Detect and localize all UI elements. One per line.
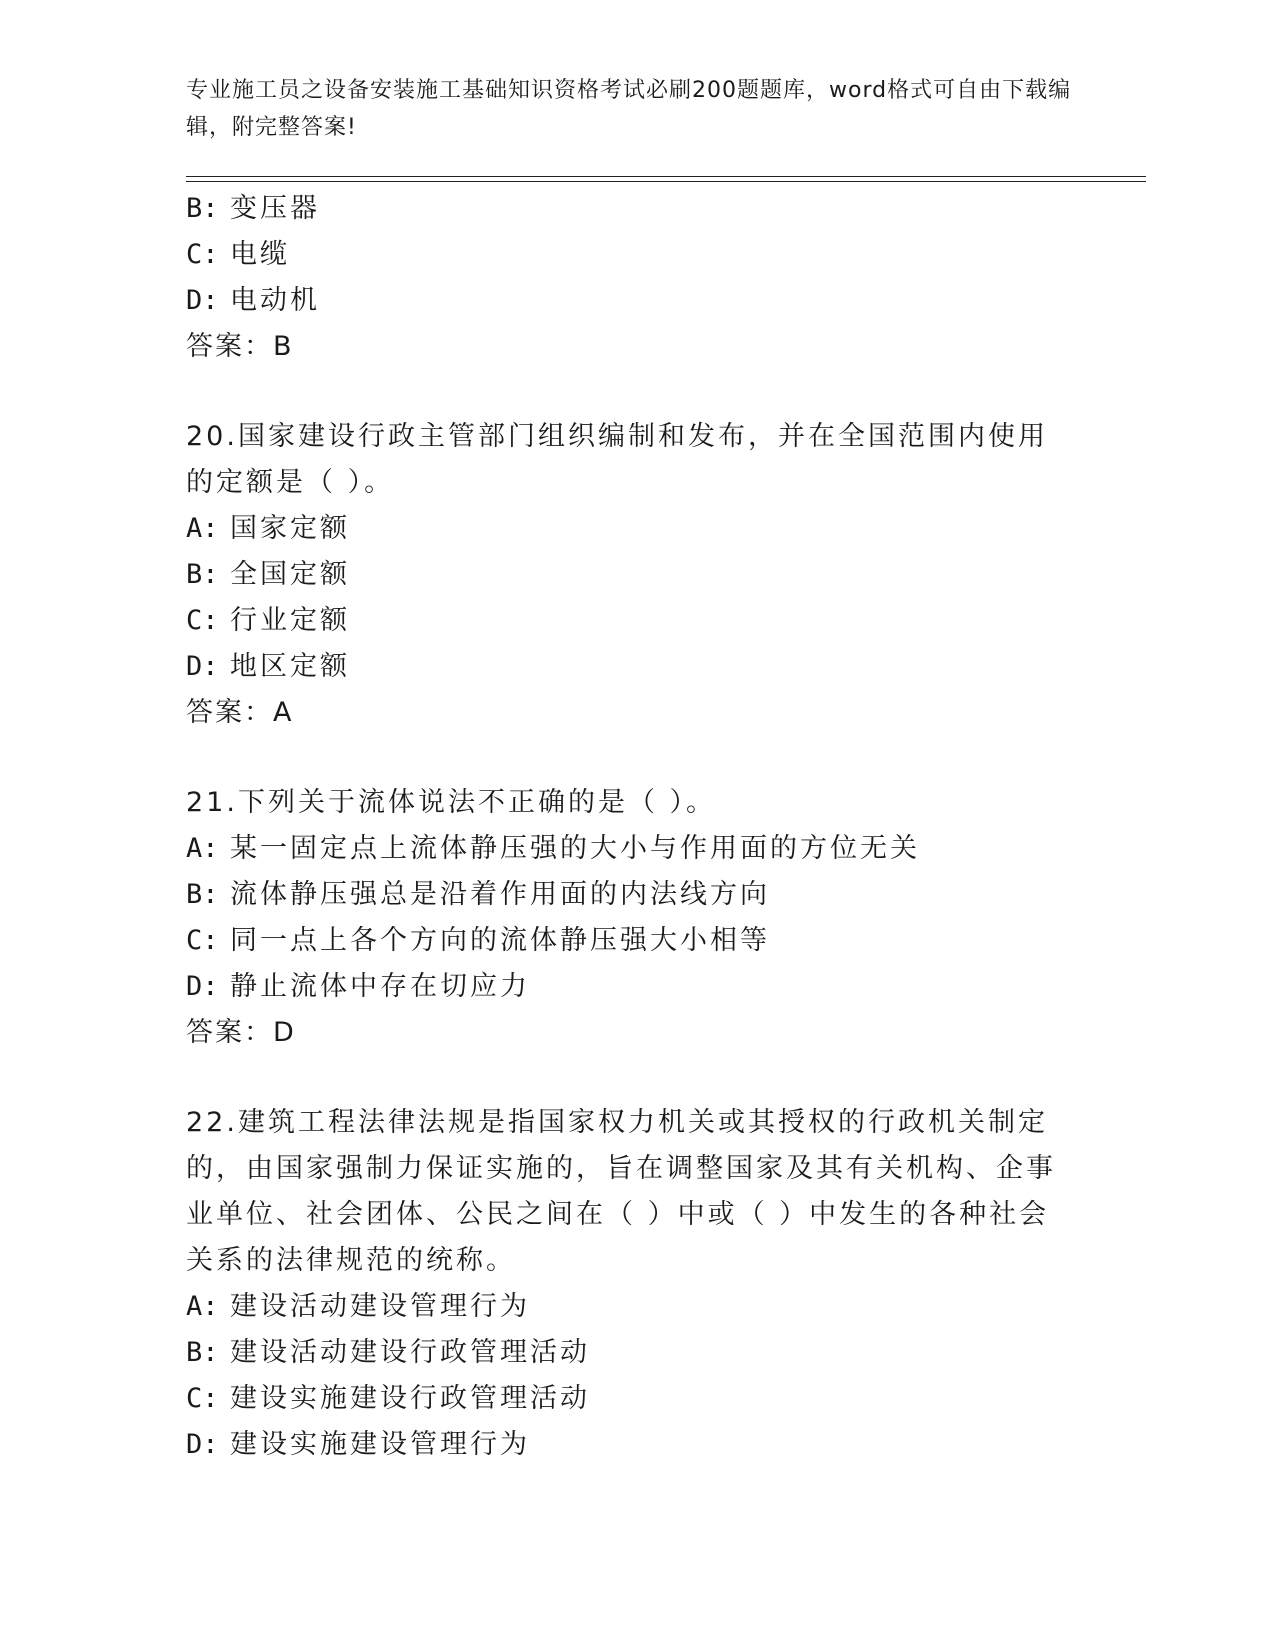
option-a: A: 国家定额 xyxy=(186,513,350,544)
spacer xyxy=(186,736,1086,780)
option-d: D: 电动机 xyxy=(186,285,320,316)
question-text: 22.建筑工程法律法规是指国家权力机关或其授权的行政机关制定的，由国家强制力保证实施的，旨在调整国家及其有关机构、企事业单位、社会团体、公民之间在（ ）中或（ ）中发生的各种社会关系的法律规范的统称。 xyxy=(186,1107,1056,1276)
option-c: C: 建设实施建设行政管理活动 xyxy=(186,1383,590,1414)
option-d: D: 建设实施建设管理行为 xyxy=(186,1429,530,1460)
header-title: 专业施工员之设备安装施工基础知识资格考试必刷200题题库，word格式可自由下载编辑，附完整答案! xyxy=(186,78,1072,140)
header-divider-bottom xyxy=(186,181,1146,182)
spacer xyxy=(186,370,1086,414)
answer-line: 答案：B xyxy=(186,331,295,362)
option-d: D: 地区定额 xyxy=(186,651,350,682)
question-20 xyxy=(186,414,1086,736)
answer-line: 答案：A xyxy=(186,697,295,728)
option-c: C: 同一点上各个方向的流体静压强大小相等 xyxy=(186,925,770,956)
prev-question-block xyxy=(186,186,1086,370)
option-b: B: 变压器 xyxy=(186,193,320,224)
question-text: 21.下列关于流体说法不正确的是（ ）。 xyxy=(186,787,717,818)
option-a: A: 某一固定点上流体静压强的大小与作用面的方位无关 xyxy=(186,833,920,864)
answer-line: 答案：D xyxy=(186,1017,297,1048)
header-divider-top xyxy=(186,176,1146,177)
document-header xyxy=(186,72,1086,146)
question-21 xyxy=(186,780,1086,1056)
option-b: B: 流体静压强总是沿着作用面的内法线方向 xyxy=(186,879,770,910)
option-c: C: 行业定额 xyxy=(186,605,350,636)
option-a: A: 建设活动建设管理行为 xyxy=(186,1291,530,1322)
question-22 xyxy=(186,1100,1086,1468)
question-text: 20.国家建设行政主管部门组织编制和发布，并在全国范围内使用的定额是（ ）。 xyxy=(186,421,1048,498)
option-b: B: 全国定额 xyxy=(186,559,350,590)
question-content xyxy=(186,186,1086,1468)
spacer xyxy=(186,1056,1086,1100)
option-c: C: 电缆 xyxy=(186,239,290,270)
option-b: B: 建设活动建设行政管理活动 xyxy=(186,1337,590,1368)
option-d: D: 静止流体中存在切应力 xyxy=(186,971,530,1002)
